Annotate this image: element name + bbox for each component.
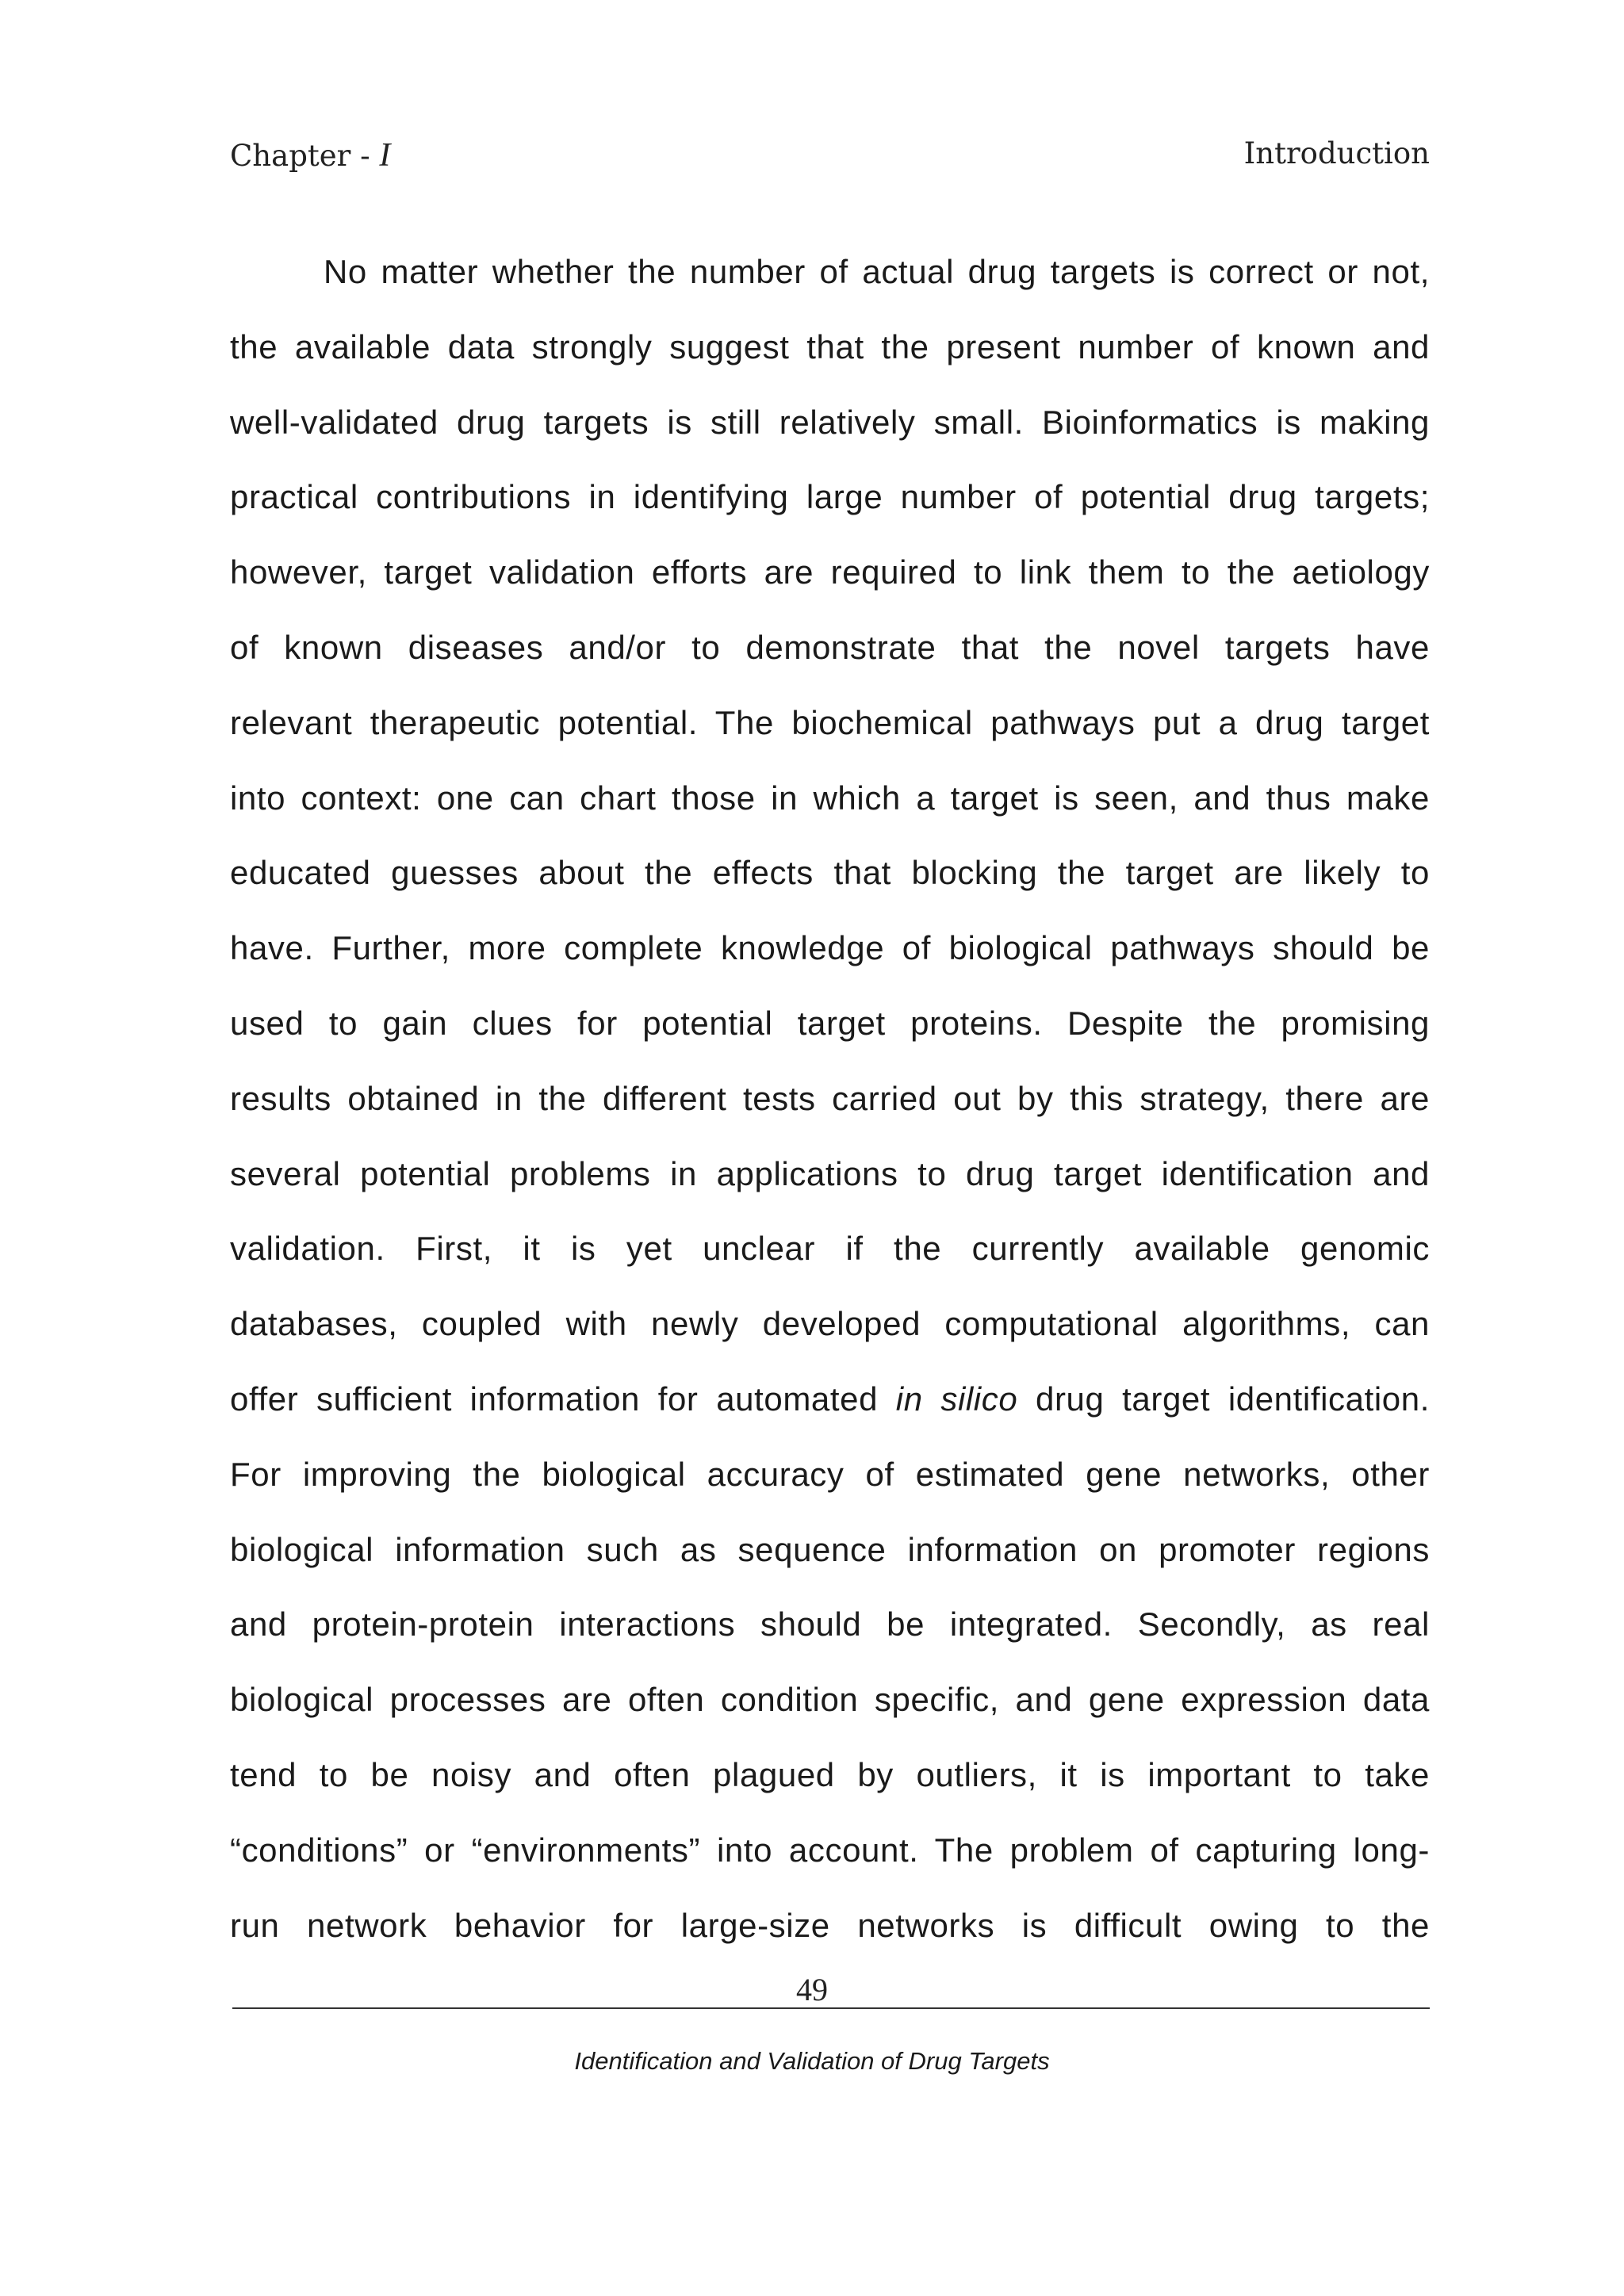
line-segment: drug target identification. xyxy=(1017,1380,1430,1418)
page-number: 49 xyxy=(796,1972,828,2007)
chapter-label-text: Chapter - xyxy=(230,139,380,173)
text-line: have. Further, more complete knowledge of biological pathways should be xyxy=(230,929,1430,967)
text-line: into context: one can chart those in which a target is seen, and thus make xyxy=(230,779,1430,817)
text-line: run network behavior for large-size networks is difficult owing to the xyxy=(230,1906,1430,1944)
chapter-numeral: I xyxy=(379,137,391,174)
text-line: results obtained in the different tests carried out by this strategy, there are xyxy=(230,1079,1430,1117)
text-line: databases, coupled with newly developed computational algorithms, can xyxy=(230,1305,1430,1343)
text-line: biological processes are often condition specific, and gene expression data xyxy=(230,1681,1430,1719)
chapter-label xyxy=(230,136,390,174)
body-paragraph xyxy=(230,235,1430,1963)
text-line: For improving the biological accuracy of estimated gene networks, other xyxy=(230,1455,1430,1493)
text-line: “conditions” or “environments” into account. The problem of capturing long- xyxy=(230,1831,1430,1869)
footer-divider xyxy=(232,2007,1430,2009)
section-title: Introduction xyxy=(1243,136,1430,170)
text-line: however, target validation efforts are required to link them to the aetiology xyxy=(230,553,1430,591)
text-line: practical contributions in identifying large number of potential drug targets; xyxy=(230,478,1430,516)
text-line: well-validated drug targets is still relatively small. Bioinformatics is making xyxy=(230,403,1430,441)
text-line: biological information such as sequence information on promoter regions xyxy=(230,1530,1430,1568)
text-line: the available data strongly suggest that the present number of known and xyxy=(230,327,1430,365)
text-line: educated guesses about the effects that blocking the target are likely to xyxy=(230,854,1430,892)
text-line: of known diseases and/or to demonstrate that the novel targets have xyxy=(230,628,1430,666)
text-line: tend to be noisy and often plagued by outliers, it is important to take xyxy=(230,1755,1430,1793)
text-line: relevant therapeutic potential. The biochemical pathways put a drug target xyxy=(230,703,1430,741)
line-segment: offer sufficient information for automated xyxy=(230,1380,896,1418)
running-header xyxy=(230,136,1430,184)
text-line: and protein-protein interactions should be integrated. Secondly, as real xyxy=(230,1605,1430,1644)
text-line: several potential problems in applications to drug target identification and xyxy=(230,1154,1430,1192)
in-silico-term: in silico xyxy=(895,1380,1018,1418)
footer-book-title: Identification and Validation of Drug Targets xyxy=(574,2047,1050,2075)
text-line: No matter whether the number of actual drug targets is correct or not, xyxy=(324,253,1430,290)
text-line: validation. First, it is yet unclear if the currently available genomic xyxy=(230,1230,1430,1268)
text-line: used to gain clues for potential target proteins. Despite the promising xyxy=(230,1004,1430,1042)
text-line-in-silico xyxy=(230,1362,1430,1437)
